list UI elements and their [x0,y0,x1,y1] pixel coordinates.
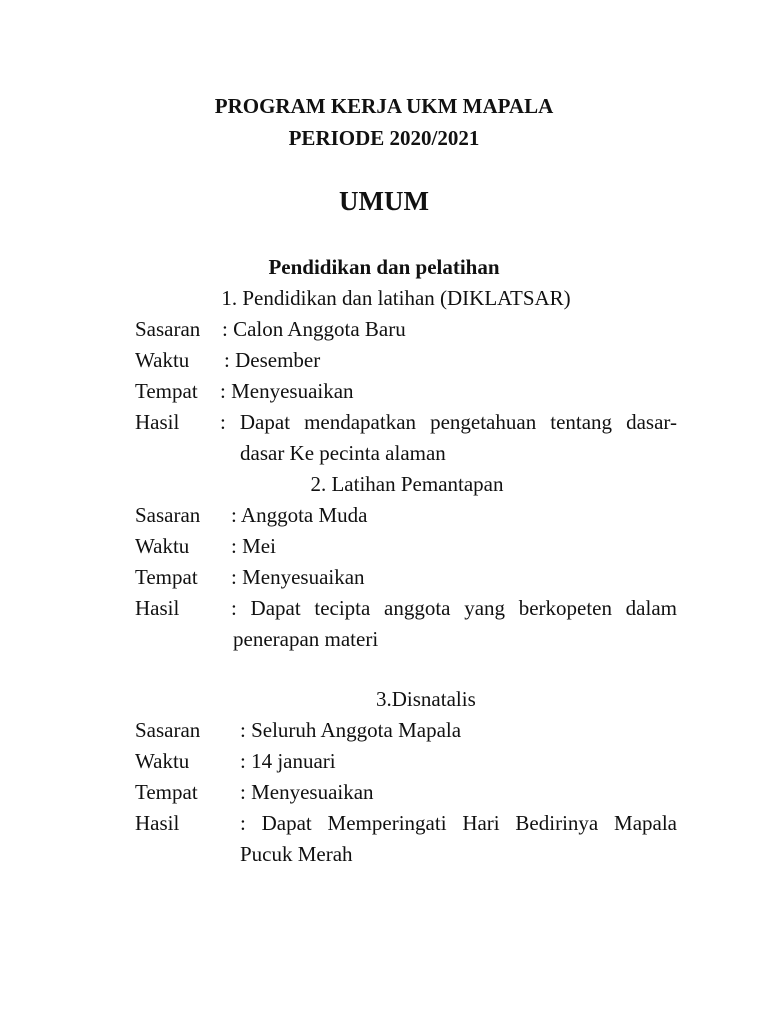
waktu-value: : 14 januari [240,749,336,773]
hasil-value: : Dapat mendapatkan pengetahuan tentang dasar- [220,410,677,434]
waktu-value: : Desember [224,348,321,372]
program-heading: 3.Disnatalis [376,687,476,711]
program-heading: 1. Pendidikan dan latihan (DIKLATSAR) [221,286,571,310]
hasil-label: Hasil [135,410,180,434]
section-heading: Pendidikan dan pelatihan [268,255,500,279]
tempat-label: Tempat [135,379,198,403]
hasil-value-continued: Pucuk Merah [240,842,353,866]
hasil-value-continued: penerapan materi [233,627,379,651]
document-period: PERIODE 2020/2021 [288,126,480,150]
tempat-label: Tempat [135,780,198,804]
document-title: PROGRAM KERJA UKM MAPALA [214,94,554,118]
program-heading: 2. Latihan Pemantapan [310,472,504,496]
sasaran-value: : Calon Anggota Baru [222,317,406,341]
category-heading: UMUM [339,186,429,216]
sasaran-value: : Seluruh Anggota Mapala [240,718,462,742]
sasaran-label: Sasaran [135,503,201,527]
hasil-label: Hasil [135,596,180,620]
hasil-label: Hasil [135,811,180,835]
waktu-label: Waktu [135,348,190,372]
tempat-value: : Menyesuaikan [220,379,354,403]
tempat-label: Tempat [135,565,198,589]
hasil-value: : Dapat Memperingati Hari Bedirinya Mapala [240,811,677,835]
waktu-label: Waktu [135,534,190,558]
hasil-value: : Dapat tecipta anggota yang berkopeten dalam [231,596,677,620]
tempat-value: : Menyesuaikan [240,780,374,804]
sasaran-label: Sasaran [135,718,201,742]
waktu-value: : Mei [231,534,276,558]
waktu-label: Waktu [135,749,190,773]
hasil-value-continued: dasar Ke pecinta alaman [240,441,446,465]
sasaran-value: : Anggota Muda [231,503,368,527]
sasaran-label: Sasaran [135,317,201,341]
tempat-value: : Menyesuaikan [231,565,365,589]
